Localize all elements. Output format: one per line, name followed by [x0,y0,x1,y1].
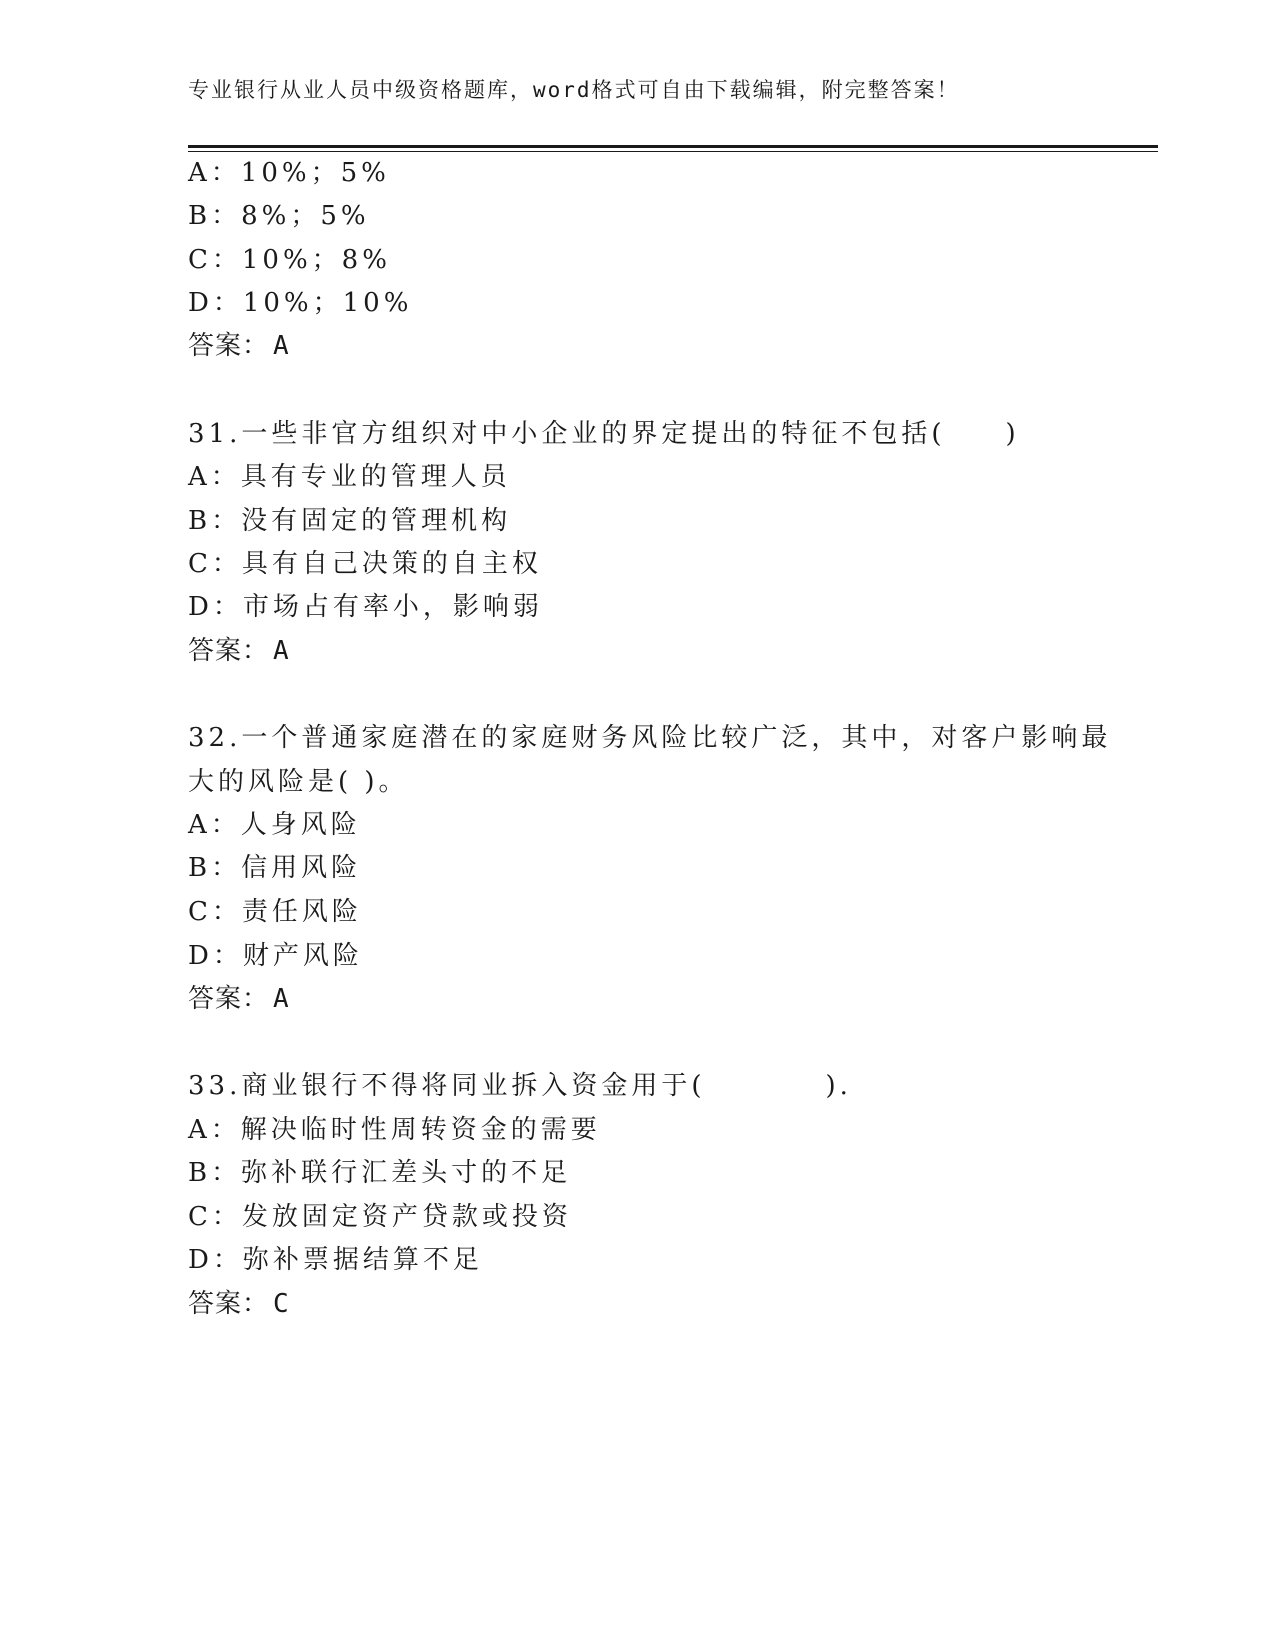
answer-line [188,1289,290,1319]
answer-line [188,636,290,666]
question-stem: 32.一个普通家庭潜在的家庭财务风险比较广泛，其中，对客户影响最 [188,723,1112,753]
question-stem: 31.一些非官方组织对中小企业的界定提出的特征不包括( ) [188,419,1020,449]
option-a: A：解决临时性周转资金的需要 [188,1115,601,1145]
option-b: B：信用风险 [188,853,362,883]
option-c: C：责任风险 [188,897,362,927]
option-d: D：弥补票据结算不足 [188,1245,483,1275]
header-divider-thick [188,145,1158,148]
answer-line [188,984,290,1014]
option-c: C：发放固定资产贷款或投资 [188,1202,572,1232]
answer-label: 答案： [188,331,270,361]
answer-value: A [273,331,290,361]
option-c: C：10%；8% [188,245,391,275]
option-a: A：10%；5% [188,158,390,188]
answer-value: C [273,1289,290,1319]
header-divider-thin [188,151,1158,152]
question-stem: 33.商业银行不得将同业拆入资金用于( ). [188,1071,852,1101]
question-stem-continued: 大的风险是( )。 [188,767,409,797]
answer-label: 答案： [188,636,270,666]
answer-line [188,331,290,361]
option-b: B：8%；5% [188,201,370,231]
option-d: D：市场占有率小，影响弱 [188,592,543,622]
page-header: 专业银行从业人员中级资格题库，word格式可自由下载编辑，附完整答案！ [188,78,960,102]
answer-value: A [273,636,290,666]
option-a: A：人身风险 [188,810,361,840]
option-c: C：具有自己决策的自主权 [188,549,542,579]
option-d: D：10%；10% [188,288,413,318]
option-b: B：没有固定的管理机构 [188,506,512,536]
answer-value: A [273,984,290,1014]
option-b: B：弥补联行汇差头寸的不足 [188,1158,572,1188]
answer-label: 答案： [188,1289,270,1319]
answer-label: 答案： [188,984,270,1014]
option-a: A：具有专业的管理人员 [188,462,511,492]
option-d: D：财产风险 [188,941,363,971]
